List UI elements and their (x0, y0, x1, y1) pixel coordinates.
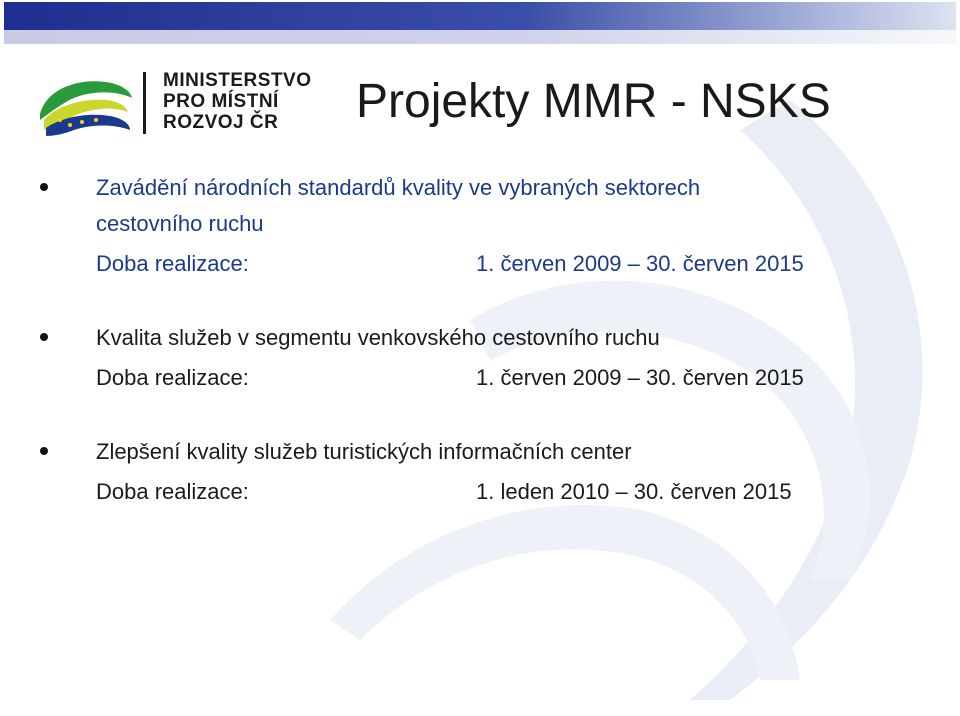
period-value: 1. leden 2010 – 30. červen 2015 (476, 479, 792, 504)
project-name-line-2: cestovního ruchu (96, 211, 264, 236)
project-period-row (96, 479, 792, 505)
header-gradient-bar (4, 2, 956, 44)
project-period-row (96, 251, 804, 277)
logo-line-3: ROZVOJ ČR (163, 112, 279, 133)
bullet-icon (40, 447, 48, 455)
period-value: 1. červen 2009 – 30. červen 2015 (476, 365, 804, 390)
period-label: Doba realizace: (96, 251, 249, 276)
page-title: Projekty MMR - NSKS (356, 75, 831, 128)
logo-line-2: PRO MÍSTNÍ (163, 91, 279, 112)
project-name-line-1: Zavádění národních standardů kvality ve vybraných sektorech (96, 175, 701, 200)
period-label: Doba realizace: (96, 479, 249, 504)
mmr-swirl-logo-icon (36, 70, 136, 138)
project-period-row (96, 365, 804, 391)
bullet-icon (40, 183, 48, 191)
bullet-icon (40, 333, 48, 341)
project-name-line-1: Zlepšení kvality služeb turistických informačních center (96, 439, 632, 464)
logo-line-1: MINISTERSTVO (163, 70, 312, 91)
ministry-logo-text (163, 70, 312, 133)
logo-divider (143, 72, 146, 134)
project-name-line-1: Kvalita služeb v segmentu venkovského cestovního ruchu (96, 325, 660, 350)
period-label: Doba realizace: (96, 365, 249, 390)
period-value: 1. červen 2009 – 30. červen 2015 (476, 251, 804, 276)
